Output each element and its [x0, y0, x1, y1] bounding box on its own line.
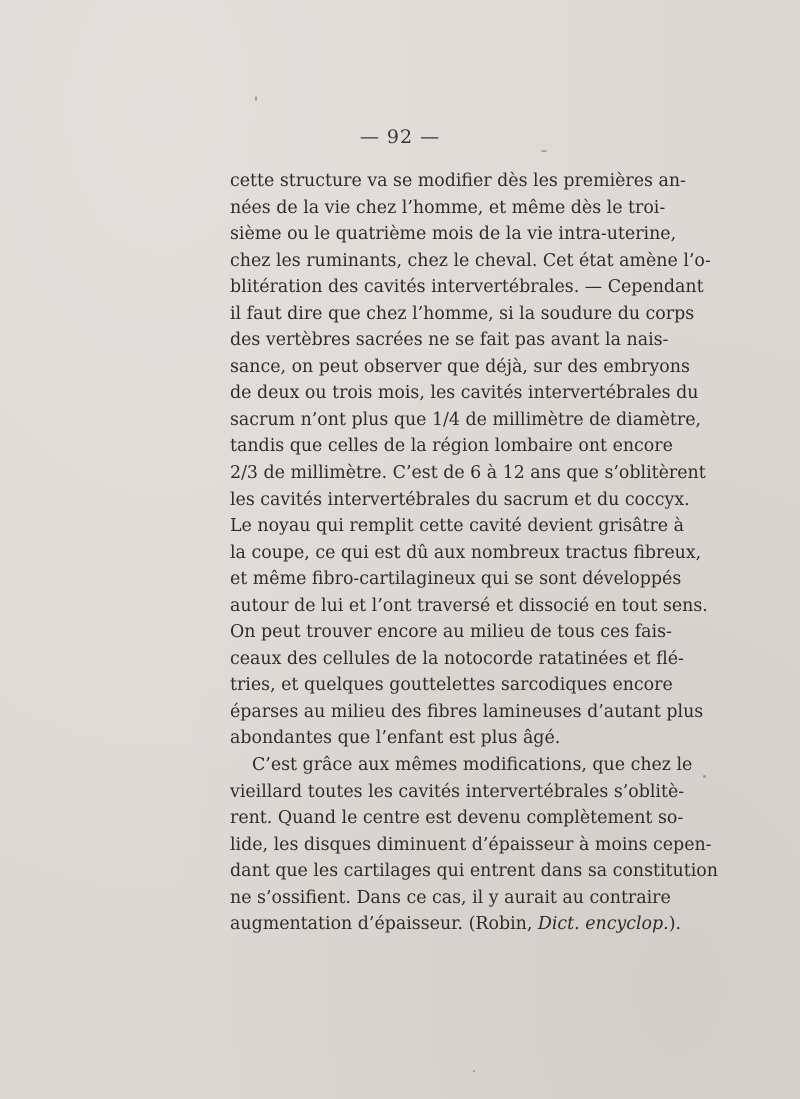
text-line: dant que les cartilages qui entrent dans sa constitution — [230, 861, 718, 882]
text-line: tandis que celles de la région lombaire ont encore — [230, 436, 673, 457]
text-line: éparses au milieu des fibres lamineuses d’autant plus — [230, 701, 704, 722]
citation-close: ). — [668, 914, 682, 935]
text-line: chez les ruminants, chez le cheval. Cet état amène l’o- — [230, 250, 711, 271]
text-line: des vertèbres sacrées ne se fait pas avant la nais- — [230, 330, 669, 351]
paragraph-end-line: abondantes que l’enfant est plus âgé. — [230, 728, 561, 749]
text-line: On peut trouver encore au milieu de tous ces fais- — [230, 622, 672, 643]
text-line: ne s’ossifient. Dans ce cas, il y aurait au contraire — [230, 887, 671, 908]
text-line: autour de lui et l’ont traversé et dissocié en tout sens. — [230, 595, 708, 616]
body-text — [230, 168, 718, 938]
text-line: il faut dire que chez l’homme, si la soudure du corps — [230, 303, 695, 324]
paper-speck — [255, 96, 257, 101]
citation-title: Dict. encyclop. — [537, 914, 669, 935]
text-line: de deux ou trois mois, les cavités intervertébrales du — [230, 383, 699, 404]
text-line: sacrum n’ont plus que 1/4 de millimètre de diamètre, — [230, 409, 702, 430]
text-line: vieillard toutes les cavités intervertébrales s’oblitè- — [230, 781, 685, 802]
text-line: la coupe, ce qui est dû aux nombreux tractus fibreux, — [230, 542, 702, 563]
paper-speck — [473, 1070, 475, 1072]
citation-line — [230, 911, 682, 938]
text-line: 2/3 de millimètre. C’est de 6 à 12 ans que s’oblitèrent — [230, 463, 706, 484]
text-line: rent. Quand le centre est devenu complètement so- — [230, 808, 684, 829]
text-line: les cavités intervertébrales du sacrum et du coccyx. — [230, 489, 690, 510]
page-number: — 92 — — [359, 126, 441, 148]
text-line: sance, on peut observer que déjà, sur des embryons — [230, 356, 690, 377]
text-line: cette structure va se modifier dès les premières an- — [230, 171, 686, 191]
text-line: lide, les disques diminuent d’épaisseur à moins cepen- — [230, 834, 712, 855]
paragraph-start-line: C’est grâce aux mêmes modifications, que chez le — [252, 755, 693, 776]
text-line: Le noyau qui remplit cette cavité devient grisâtre à — [230, 516, 684, 537]
text-line: ceaux des cellules de la notocorde ratatinées et flé- — [230, 648, 684, 669]
text-line: blitération des cavités intervertébrales. — Cependant — [230, 277, 704, 298]
text-line: sième ou le quatrième mois de la vie intra-uterine, — [230, 224, 677, 245]
paper-speck — [541, 150, 547, 152]
text-line: et même fibro-cartilagineux qui se sont développés — [230, 569, 682, 590]
text-line: tries, et quelques gouttelettes sarcodiques encore — [230, 675, 673, 696]
paper-speck — [703, 775, 706, 778]
citation-text: augmentation d’épaisseur. (Robin, — [230, 914, 538, 935]
text-line: nées de la vie chez l’homme, et même dès le troi- — [230, 197, 666, 218]
